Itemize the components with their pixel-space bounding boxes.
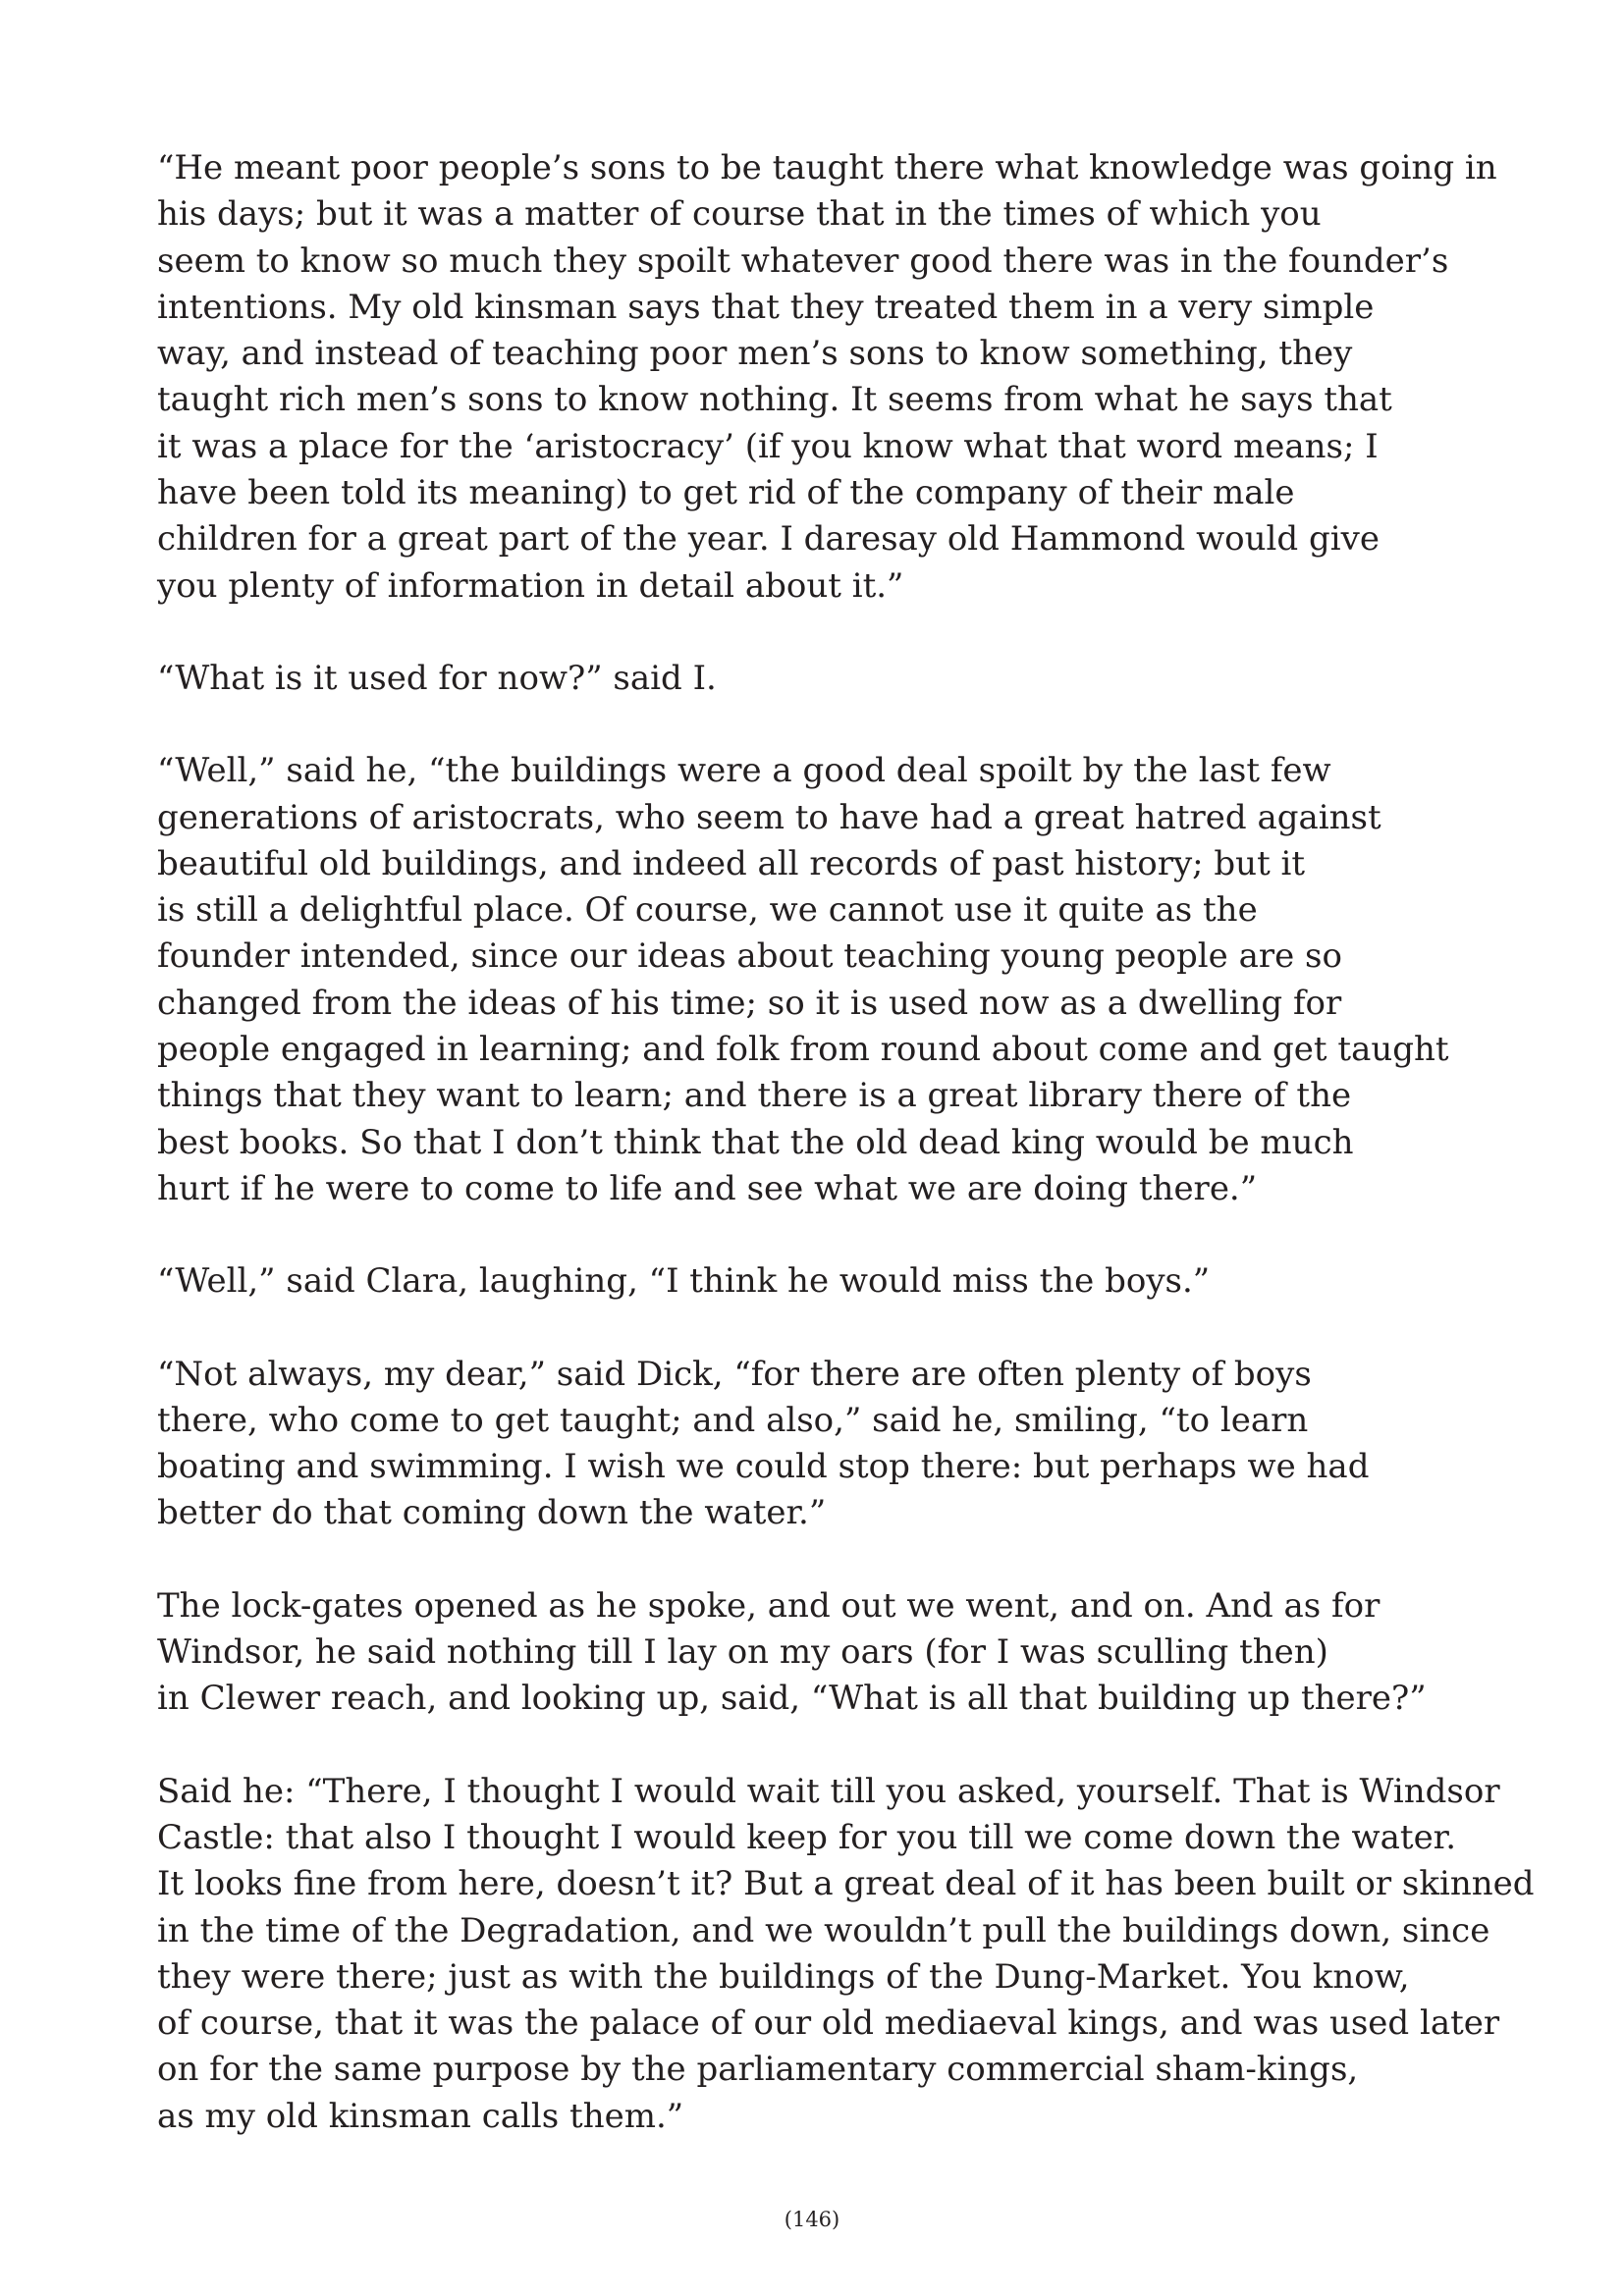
paragraph (157, 145, 1497, 610)
text-line: “Not always, my dear,” said Dick, “for there are often plenty of boys (157, 1354, 1312, 1394)
text-line: his days; but it was a matter of course that in the times of which you (157, 194, 1322, 235)
text-line: children for a great part of the year. I daresay old Hammond would give (157, 519, 1380, 560)
text-line: It looks fine from here, doesn’t it? But a great deal of it has been built or skinned (157, 1864, 1535, 1904)
text-line: as my old kinsman calls them.” (157, 2096, 684, 2136)
text-line: have been told its meaning) to get rid of the company of their male (157, 473, 1295, 513)
paragraph (157, 1352, 1434, 1537)
text-line: they were there; just as with the buildings of the Dung-Market. You know, (157, 1956, 1410, 1997)
text-line: people engaged in learning; and folk from round about come and get taught (157, 1030, 1449, 1070)
text-line: seem to know so much they spoilt whatever good there was in the founder’s (157, 240, 1449, 281)
paragraph (157, 1769, 1535, 2140)
text-line: intentions. My old kinsman says that they treated them in a very simple (157, 287, 1375, 327)
text-line: beautiful old buildings, and indeed all records of past history; but it (157, 843, 1306, 883)
text-line: founder intended, since our ideas about teaching young people are so (157, 936, 1342, 977)
text-line: “Well,” said he, “the buildings were a good deal spoilt by the last few (157, 751, 1331, 791)
text-line: boating and swimming. I wish we could stop there: but perhaps we had (157, 1447, 1370, 1487)
text-line: in the time of the Degradation, and we wouldn’t pull the buildings down, since (157, 1910, 1490, 1950)
text-line: way, and instead of teaching poor men’s sons to know something, they (157, 334, 1353, 374)
paragraph (157, 656, 1434, 702)
text-line: The lock-gates opened as he spoke, and out we went, and on. And as for (157, 1585, 1380, 1626)
text-line: “What is it used for now?” said I. (157, 658, 717, 698)
text-line: Said he: “There, I thought I would wait till you asked, yourself. That is Windsor (157, 1771, 1500, 1811)
page-number: (146) (784, 2208, 840, 2231)
text-line: “He meant poor people’s sons to be taught there what knowledge was going in (157, 148, 1497, 187)
text-line: better do that coming down the water.” (157, 1493, 827, 1533)
text-line: best books. So that I don’t think that the old dead king would be much (157, 1122, 1354, 1162)
text-line: Castle: that also I thought I would keep for you till we come down the water. (157, 1817, 1457, 1857)
text-line: Windsor, he said nothing till I lay on my oars (for I was sculling then) (157, 1632, 1328, 1673)
text-line: of course, that it was the palace of our old mediaeval kings, and was used later (157, 2003, 1500, 2044)
paragraph (157, 1583, 1434, 1723)
text-line: generations of aristocrats, who seem to have had a great hatred against (157, 797, 1381, 837)
text-line: “Well,” said Clara, laughing, “I think he would miss the boys.” (157, 1261, 1211, 1302)
text-line: you plenty of information in detail about it.” (157, 565, 904, 606)
paragraph (157, 748, 1449, 1212)
text-line: changed from the ideas of his time; so it is used now as a dwelling for (157, 983, 1342, 1023)
text-line: there, who come to get taught; and also,” said he, smiling, “to learn (157, 1400, 1309, 1440)
text-line: hurt if he were to come to life and see what we are doing there.” (157, 1168, 1258, 1208)
text-line: on for the same purpose by the parliamentary commercial sham-kings, (157, 2050, 1359, 2090)
text-line: is still a delightful place. Of course, we cannot use it quite as the (157, 890, 1258, 931)
text-line: in Clewer reach, and looking up, said, “What is all that building up there?” (157, 1679, 1427, 1719)
body-text (157, 145, 1535, 2186)
paragraph (157, 1258, 1434, 1305)
text-line: it was a place for the ‘aristocracy’ (if you know what that word means; I (157, 426, 1379, 466)
text-line: things that they want to learn; and there is a great library there of the (157, 1076, 1352, 1116)
text-line: taught rich men’s sons to know nothing. It seems from what he says that (157, 380, 1392, 420)
